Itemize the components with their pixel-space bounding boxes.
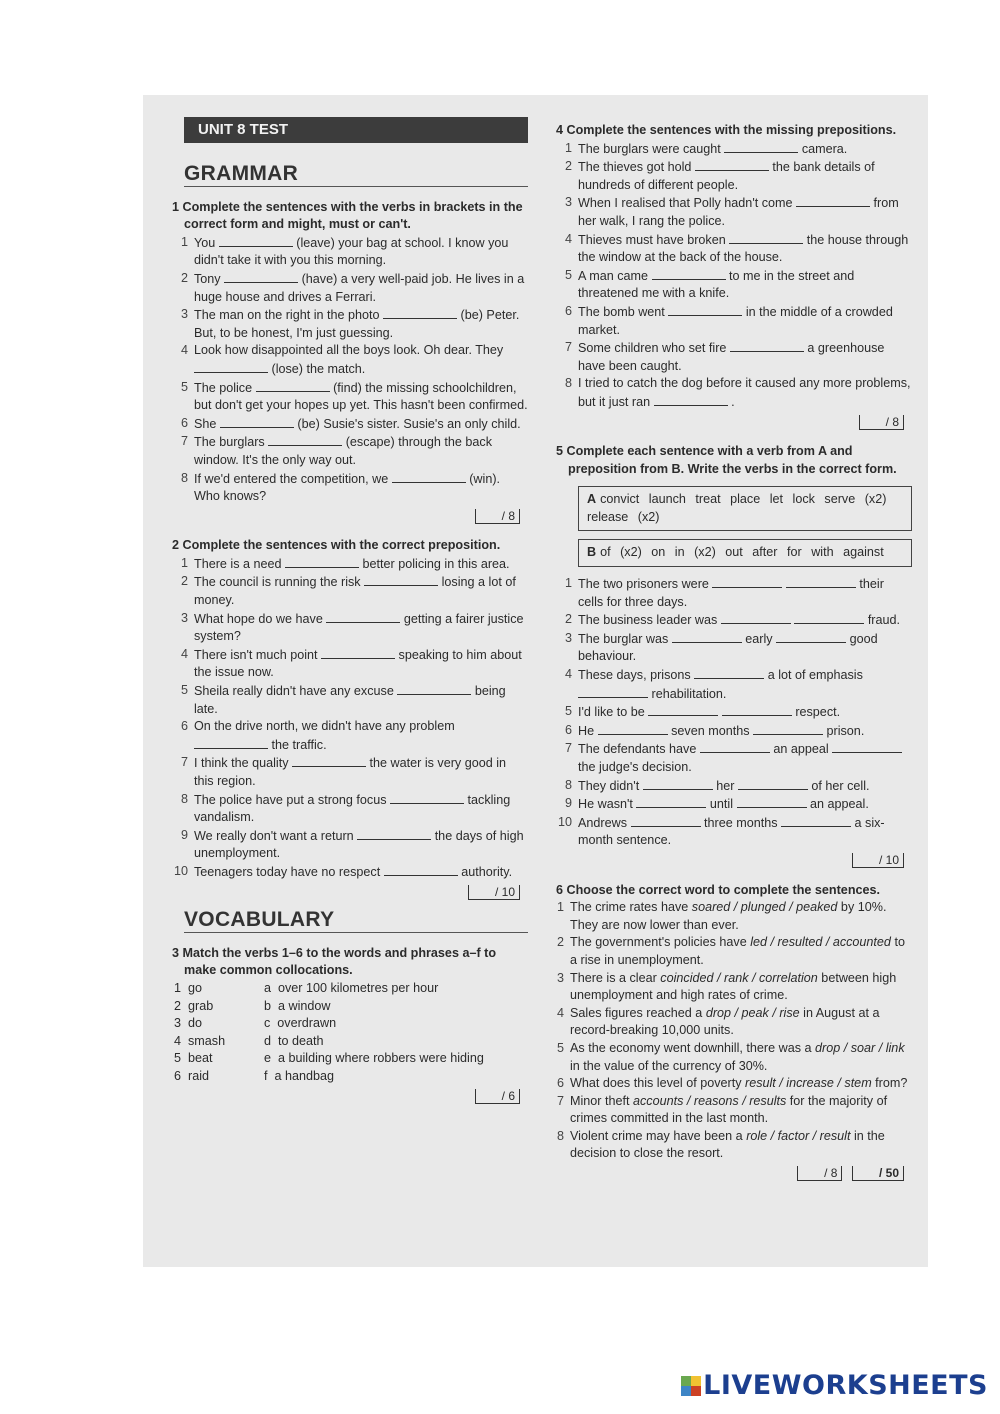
item-number: 9: [180, 827, 188, 842]
item-text: from her walk, I rang the police.: [578, 196, 899, 228]
item-number: 3: [564, 630, 572, 645]
item-number: 7: [564, 340, 572, 355]
item-text: He: [578, 723, 595, 738]
unit-title-bar: UNIT 8 TEST: [184, 117, 528, 143]
item-text: The crime rates have: [570, 900, 692, 915]
answer-blank[interactable]: [652, 267, 726, 280]
item-text: The burglars were caught: [578, 141, 721, 156]
item-number: 8: [564, 777, 572, 792]
item-text: The thieves got hold: [578, 160, 692, 175]
collocation-phrase: e a building where robbers were hiding: [264, 1051, 484, 1066]
exercise-4-score: / 8: [859, 415, 904, 430]
exercise-item: [172, 433, 528, 469]
answer-blank[interactable]: [643, 777, 713, 790]
item-text: until: [709, 797, 734, 812]
answer-blank[interactable]: [578, 685, 648, 698]
exercise-item: [556, 1128, 912, 1163]
exercise-item: [172, 234, 528, 270]
item-text: their cells for three days.: [578, 577, 884, 609]
item-text: early: [745, 631, 773, 646]
item-number: 4: [180, 343, 188, 358]
item-text: The defendants have: [578, 742, 697, 757]
item-text: I'd like to be: [578, 705, 645, 720]
exercise-item: [556, 934, 912, 969]
item-text: I think the quality: [194, 756, 289, 771]
exercise-item: [556, 777, 912, 796]
item-text: Thieves must have broken: [578, 232, 726, 247]
item-text: The business leader was: [578, 613, 718, 628]
total-score: / 50: [852, 1166, 904, 1181]
item-text: These days, prisons: [578, 668, 691, 683]
exercise-1-score: / 8: [475, 509, 520, 524]
item-text: a six-month sentence.: [578, 815, 885, 848]
answer-blank[interactable]: [357, 827, 431, 840]
item-text: authority.: [461, 864, 513, 879]
exercise-item: [172, 754, 528, 790]
answer-blank[interactable]: [364, 573, 438, 586]
item-text: in the value of the currency of 30%.: [570, 1040, 909, 1073]
liveworksheets-wordmark: LIVEWORKSHEETS: [703, 1370, 988, 1401]
item-number: 10: [173, 863, 188, 878]
answer-blank[interactable]: [724, 140, 798, 153]
item-text: better policing in this area.: [362, 556, 510, 571]
collocation-verb: 2 grab: [174, 998, 214, 1013]
item-text: being late.: [194, 684, 506, 716]
item-text: the water is very good in this region.: [194, 756, 507, 788]
liveworksheets-logo: [681, 1370, 988, 1401]
exercise-5-list: [556, 575, 912, 850]
item-number: 1: [180, 234, 188, 249]
answer-blank[interactable]: [794, 611, 864, 624]
item-text: from?: [871, 1076, 908, 1091]
item-number: 2: [556, 935, 564, 950]
item-number: 5: [564, 267, 572, 282]
answer-blank[interactable]: [738, 777, 808, 790]
exercise-item: [556, 303, 912, 339]
answer-blank[interactable]: [256, 379, 330, 392]
item-text: her: [716, 778, 735, 793]
item-number: 2: [564, 159, 572, 174]
item-text: The burglar was: [578, 631, 669, 646]
item-number: 10: [557, 814, 572, 829]
exercise-3-collocations: [172, 980, 528, 1086]
exercise-item: [172, 682, 528, 718]
item-number: 4: [180, 646, 188, 661]
answer-blank[interactable]: [781, 814, 851, 827]
item-text: She: [194, 416, 217, 431]
collocation-verb: 5 beat: [174, 1051, 213, 1066]
answer-blank[interactable]: [397, 682, 471, 695]
item-number: 8: [180, 470, 188, 485]
item-number: 7: [180, 434, 188, 449]
item-text: the bank details of hundreds of different people.: [578, 160, 875, 192]
exercise-item: [556, 630, 912, 666]
item-text: good behaviour.: [578, 631, 878, 664]
item-text: getting a fairer justice system?: [194, 611, 524, 644]
collocation-phrase: d to death: [264, 1033, 324, 1048]
exercise-5-score: / 10: [852, 853, 904, 868]
answer-blank[interactable]: [384, 863, 458, 876]
item-text: Some children who set fire: [578, 341, 727, 356]
item-number: 3: [180, 307, 188, 322]
exercise-item: [172, 342, 528, 378]
item-text: in the middle of a crowded market.: [578, 304, 893, 337]
item-text: Sales figures reached a: [570, 1005, 706, 1020]
exercise-item: [172, 791, 528, 827]
exercise-item: [556, 722, 912, 741]
answer-blank[interactable]: [390, 791, 464, 804]
exercise-item: [556, 970, 912, 1005]
item-text: I tried to catch the dog before it caused any more problems, but it just ran: [578, 376, 911, 409]
exercise-item: [172, 610, 528, 646]
item-text: tackling vandalism.: [194, 792, 511, 825]
exercise-item: [556, 611, 912, 630]
collocation-verb: 6 raid: [174, 1068, 210, 1083]
item-text: There is a clear: [570, 970, 661, 985]
exercise-item: [556, 666, 912, 703]
exercise-2-score: / 10: [468, 885, 520, 900]
exercise-item: [556, 231, 912, 267]
answer-blank[interactable]: [654, 393, 728, 406]
exercise-item: [172, 415, 528, 434]
item-text: camera.: [801, 141, 848, 156]
item-number: 6: [564, 722, 572, 737]
word-choice-options[interactable]: drop / soar / link: [815, 1040, 905, 1055]
exercise-item: [556, 795, 912, 814]
item-text: A man came: [578, 268, 648, 283]
exercise-1-list: [172, 234, 528, 506]
item-number: 1: [180, 555, 188, 570]
item-number: 7: [180, 755, 188, 770]
answer-blank[interactable]: [285, 555, 359, 568]
exercise-item: [556, 1005, 912, 1040]
item-text: The government's policies have: [570, 935, 751, 950]
item-text: (be) Peter. But, to be honest, I'm just guessing.: [194, 308, 520, 340]
item-text: between high unemployment and high rates of crime.: [570, 970, 900, 1003]
answer-blank[interactable]: [268, 433, 342, 446]
answer-blank[interactable]: [712, 575, 782, 588]
answer-blank[interactable]: [598, 722, 668, 735]
item-text: The council is running the risk: [194, 575, 361, 590]
right-column: [556, 120, 912, 1183]
item-text: the judge's decision.: [578, 760, 692, 774]
item-number: 9: [564, 796, 572, 811]
item-number: 8: [556, 1128, 564, 1143]
item-text: You: [194, 235, 216, 250]
answer-blank[interactable]: [383, 306, 457, 319]
answer-blank[interactable]: [636, 795, 706, 808]
item-text: by 10%. They are now lower than ever.: [570, 900, 890, 932]
exercise-1-heading: 1 Complete the sentences with the verbs in brackets in the correct form and might, must or can't.: [172, 199, 523, 232]
item-number: 3: [564, 195, 572, 210]
item-text: The police: [194, 380, 253, 395]
item-text: prison.: [826, 723, 865, 738]
exercise-2-list: [172, 555, 528, 882]
item-text: a greenhouse have been caught.: [578, 341, 885, 373]
item-text: for the majority of crimes committed in the last month.: [570, 1093, 891, 1126]
item-number: 4: [564, 667, 572, 682]
exercise-item: [172, 379, 528, 415]
exercise-item: [556, 267, 912, 303]
exercise-item: [556, 1040, 912, 1075]
exercise-item: [172, 470, 528, 506]
collocation-verb: 1 go: [174, 980, 203, 995]
answer-blank[interactable]: [220, 415, 294, 428]
item-number: 1: [564, 576, 572, 591]
item-number: 5: [564, 704, 572, 719]
word-choice-options[interactable]: soared / plunged / peaked: [691, 900, 838, 915]
item-text: speaking to him about the issue now.: [194, 647, 522, 680]
collocation-phrase: b a window: [264, 998, 331, 1013]
item-text: When I realised that Polly hadn't come: [578, 196, 793, 211]
word-choice-options[interactable]: result / increase / stem: [745, 1076, 872, 1091]
answer-blank[interactable]: [194, 736, 268, 749]
item-text: The burglars: [194, 435, 265, 450]
collocation-phrase: f a handbag: [264, 1068, 335, 1083]
answer-blank[interactable]: [292, 754, 366, 767]
answer-blank[interactable]: [832, 740, 902, 753]
item-text: What does this level of poverty: [570, 1076, 745, 1091]
exercise-item: [556, 375, 912, 411]
item-text: (escape) through the back window. It's the only way out.: [194, 435, 493, 467]
grammar-title: GRAMMAR: [184, 165, 528, 187]
exercise-item: [172, 863, 528, 882]
item-text: a lot of emphasis: [767, 668, 863, 683]
item-text: Look how disappointed all the boys look. Oh dear. They: [194, 343, 504, 358]
item-text: The two prisoners were: [578, 577, 709, 592]
item-number: 3: [180, 610, 188, 625]
word-choice-options[interactable]: role / factor / result: [746, 1128, 851, 1143]
answer-blank[interactable]: [776, 630, 846, 643]
item-text: Minor theft: [570, 1093, 633, 1108]
item-text: seven months: [671, 723, 750, 738]
exercise-item: [556, 140, 912, 159]
item-number: 2: [180, 270, 188, 285]
item-text: rehabilitation.: [651, 686, 727, 701]
exercise-item: [556, 1075, 912, 1093]
item-text: in August at a record-breaking 10,000 units.: [570, 1005, 883, 1038]
item-number: 6: [180, 415, 188, 430]
collocation-phrase: c overdrawn: [264, 1016, 337, 1031]
answer-blank[interactable]: [695, 158, 769, 171]
word-choice-options[interactable]: drop / peak / rise: [705, 1005, 800, 1020]
item-number: 7: [556, 1093, 564, 1108]
item-text: fraud.: [867, 613, 901, 628]
item-text: (be) Susie's sister. Susie's an only child.: [297, 416, 521, 431]
answer-blank[interactable]: [700, 740, 770, 753]
exercise-3-score: / 6: [475, 1089, 520, 1104]
collocation-phrase: a over 100 kilometres per hour: [264, 980, 439, 995]
exercise-item: [172, 306, 528, 342]
exercise-item: [172, 555, 528, 574]
item-text: The bomb went: [578, 304, 665, 319]
answer-blank[interactable]: [648, 703, 718, 716]
item-text: Sheila really didn't have any excuse: [194, 684, 394, 699]
item-number: 3: [556, 970, 564, 985]
item-number: 4: [564, 231, 572, 246]
word-box-a: A convict launch treat place let lock serve (x2) release (x2): [578, 486, 912, 531]
answer-blank[interactable]: [631, 814, 701, 827]
item-text: On the drive north, we didn't have any problem: [194, 719, 455, 734]
item-text: We really don't want a return: [194, 828, 354, 843]
item-text: .: [731, 394, 735, 409]
exercise-2-heading: 2 Complete the sentences with the correct preposition.: [172, 538, 501, 553]
exercise-item: [556, 814, 912, 850]
answer-blank[interactable]: [392, 470, 466, 483]
exercise-6-score: / 8: [797, 1166, 842, 1181]
answer-blank[interactable]: [730, 339, 804, 352]
item-text: the days of high unemployment.: [194, 828, 524, 861]
item-text: (have) a very well-paid job. He lives in a huge house and drives a Ferrari.: [194, 271, 525, 304]
item-text: three months: [704, 815, 778, 830]
exercise-4-list: [556, 140, 912, 412]
item-text: an appeal.: [810, 797, 869, 812]
item-text: to me in the street and threatened me with a knife.: [578, 268, 855, 301]
item-text: to a rise in unemployment.: [570, 935, 909, 967]
answer-blank[interactable]: [321, 646, 395, 659]
item-number: 6: [564, 303, 572, 318]
item-number: 8: [564, 376, 572, 391]
exercise-4-heading: 4 Complete the sentences with the missing prepositions.: [556, 123, 897, 137]
item-number: 6: [180, 719, 188, 734]
exercise-item: [172, 718, 528, 754]
item-text: As the economy went downhill, there was a: [570, 1040, 816, 1055]
item-text: He wasn't: [578, 797, 633, 812]
item-text: respect.: [795, 705, 841, 720]
item-text: losing a lot of money.: [194, 575, 516, 608]
answer-blank[interactable]: [668, 303, 742, 316]
exercise-6-heading: 6 Choose the correct word to complete the sentences.: [556, 882, 881, 897]
exercise-3-heading: 3 Match the verbs 1–6 to the words and phrases a–f to make common collocations.: [172, 945, 497, 978]
item-number: 2: [564, 612, 572, 627]
answer-blank[interactable]: [729, 231, 803, 244]
answer-blank[interactable]: [194, 360, 268, 373]
item-text: (leave) your bag at school. I know you didn't take it with you this morning.: [194, 235, 509, 268]
item-number: 5: [180, 379, 188, 394]
item-text: in the decision to close the resort.: [570, 1128, 889, 1161]
item-text: Tony: [194, 271, 221, 286]
item-text: Teenagers today have no respect: [194, 864, 381, 879]
item-text: Andrews: [578, 815, 627, 830]
item-number: 1: [564, 140, 572, 155]
exercise-item: [172, 573, 528, 609]
collocation-verb: 4 smash: [174, 1033, 226, 1048]
item-number: 6: [556, 1076, 564, 1091]
item-text: What hope do we have: [194, 611, 323, 626]
answer-blank[interactable]: [721, 611, 791, 624]
answer-blank[interactable]: [219, 234, 293, 247]
item-text: They didn't: [578, 778, 640, 793]
left-column: [172, 117, 528, 1105]
word-choice-options[interactable]: led / resulted / accounted: [750, 935, 891, 950]
exercise-item: [556, 158, 912, 194]
item-text: the house through the window at the back of the house.: [578, 232, 909, 265]
item-number: 2: [180, 574, 188, 589]
item-number: 5: [556, 1040, 564, 1055]
vocabulary-title: VOCABULARY: [184, 911, 528, 933]
exercise-6-list: [556, 899, 912, 1163]
exercise-item: [172, 646, 528, 682]
answer-blank[interactable]: [786, 575, 856, 588]
collocation-verb: 3 do: [174, 1016, 203, 1031]
answer-blank[interactable]: [672, 630, 742, 643]
exercise-item: [172, 827, 528, 863]
item-text: (find) the missing schoolchildren, but don't get your hopes up yet. This hasn't been confirmed.: [194, 380, 528, 413]
item-text: an appeal: [773, 742, 829, 757]
item-number: 4: [556, 1005, 564, 1020]
item-text: (win). Who knows?: [194, 471, 501, 504]
item-text: the traffic.: [271, 737, 327, 752]
item-text: The police have put a strong focus: [194, 792, 387, 807]
liveworksheets-icon: [681, 1376, 701, 1396]
exercise-item: [556, 703, 912, 722]
exercise-item: [556, 339, 912, 375]
item-text: (lose) the match.: [271, 361, 366, 376]
item-text: If we'd entered the competition, we: [194, 471, 389, 486]
answer-blank[interactable]: [694, 666, 764, 679]
answer-blank[interactable]: [722, 703, 792, 716]
item-number: 1: [556, 900, 564, 915]
answer-blank[interactable]: [796, 194, 870, 207]
answer-blank[interactable]: [326, 610, 400, 623]
word-box-b: B of (x2) on in (x2) out after for with against: [578, 539, 912, 567]
exercise-item: [556, 1093, 912, 1128]
item-text: There is a need: [194, 556, 282, 571]
item-number: 5: [180, 683, 188, 698]
item-number: 8: [180, 791, 188, 806]
item-number: 7: [564, 741, 572, 756]
exercise-item: [556, 194, 912, 230]
word-choice-options[interactable]: coincided / rank / correlation: [660, 970, 818, 985]
answer-blank[interactable]: [224, 270, 298, 283]
item-text: Violent crime may have been a: [570, 1128, 747, 1143]
item-text: There isn't much point: [194, 647, 318, 662]
item-text: of her cell.: [811, 778, 870, 793]
word-choice-options[interactable]: accounts / reasons / results: [633, 1093, 787, 1108]
exercise-5-heading: 5 Complete each sentence with a verb from A and preposition from B. Write the verbs in the correct form.: [556, 444, 897, 476]
exercise-item: [172, 270, 528, 306]
exercise-item: [556, 575, 912, 611]
answer-blank[interactable]: [737, 795, 807, 808]
exercise-item: [556, 899, 912, 934]
exercise-item: [556, 740, 912, 776]
answer-blank[interactable]: [753, 722, 823, 735]
item-text: The man on the right in the photo: [194, 308, 380, 323]
